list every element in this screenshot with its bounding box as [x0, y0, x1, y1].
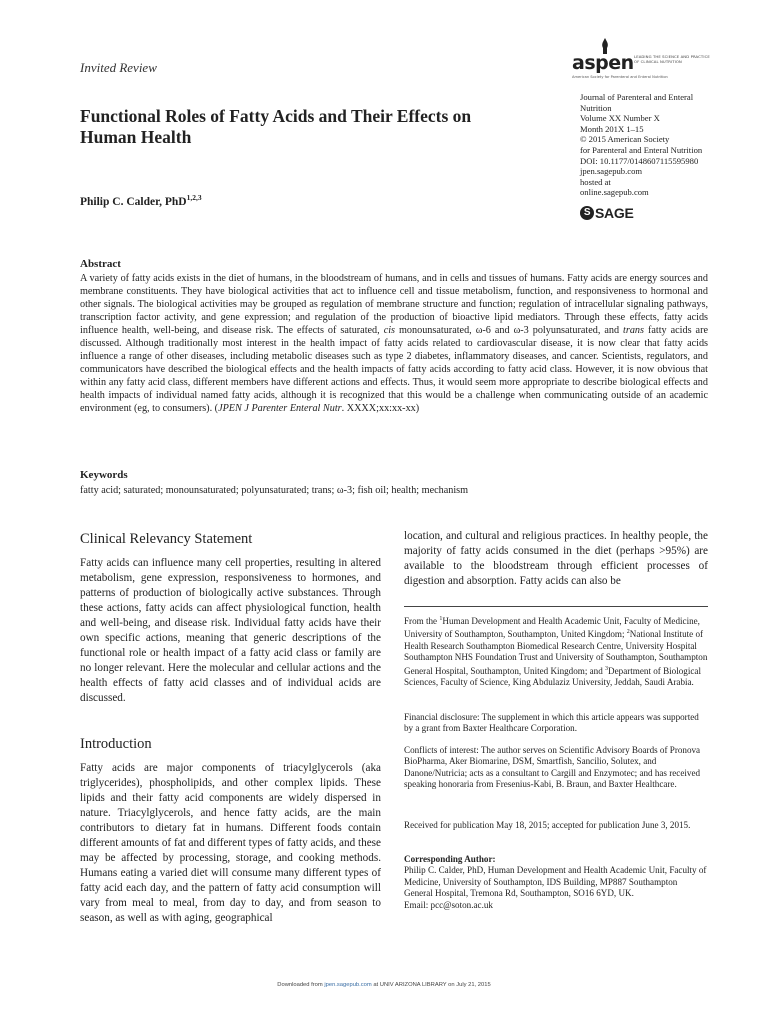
- keywords-text: fatty acid; saturated; monounsaturated; polyunsaturated; trans; ω-3; fish oil; health; mechanism: [80, 485, 469, 496]
- abstract-heading: Abstract: [80, 258, 121, 270]
- corresponding-author-label: Corresponding Author:: [404, 854, 496, 864]
- aspen-subline: American Society for Parenteral and Enteral Nutrition: [572, 75, 668, 79]
- aspen-tagline: LEADING THE SCIENCE AND PRACTICE OF CLINICAL NUTRITION: [634, 54, 710, 64]
- journal-info: [580, 92, 730, 198]
- sage-wordmark: SAGE: [595, 205, 634, 221]
- journal-info-line: Volume XX Number X: [580, 113, 660, 124]
- keywords-heading: Keywords: [80, 469, 128, 481]
- abstract-text: A variety of fatty acids exists in the diet of humans, in the bloodstream of humans, and in cells and tissues of humans. Fatty acids are energy sources and membrane constituents. They have biological activities that act to influence cell and tissue metabolism, function, and responsiveness to hormonal and other signals. The biological activities may be grouped as regulation of membrane structure and function; regulation of intracellular signaling pathways, transcription factor activity, and gene expression; and regulation of the production of bioactive lipid mediators. Through these effects, fatty acids influence health, well-being, and disease risk. The effects of saturated, cis monounsaturated, ω-6 and ω-3 polyunsaturated, and trans fatty acids are discussed. Although traditionally most interest in the health impact of fatty acids related to cardiovascular disease, it is now clear that fatty acids influence a range of other diseases, including metabolic diseases such as type 2 diabetes, inflammatory diseases, and cancer. Scientists, regulators, and communicators have described the biological effects and the health impacts of fatty acids according to fatty acid class. However, it is now obvious that within any fatty acid class, different members have different actions and effects. Thus, it would seem more appropriate to describe biological effects and health impacts of individual named fatty acids, although it is recognized that this would be a challenge when communicating outside of an academic environment (eg, to consumers). (JPEN J Parenter Enteral Nutr. XXXX;xx:xx-xx): [80, 273, 708, 414]
- hosted-url[interactable]: online.sagepub.com: [580, 187, 649, 198]
- sage-logo: [580, 205, 633, 221]
- author-name: Philip C. Calder, PhD: [80, 195, 187, 208]
- clinical-relevancy-heading: Clinical Relevancy Statement: [80, 531, 253, 547]
- received-dates: Received for publication May 18, 2015; accepted for publication June 3, 2015.: [404, 820, 691, 830]
- conflicts-of-interest: Conflicts of interest: The author serves on Scientific Advisory Boards of Pronova BioPharma, Aker Biomarine, DSM, Smartfish, Sancilio, Solutex, and Danone/Nutricia; acts as a consultant to Cargill and Enzymotec; and has received speaking honoraria from Fresenius-Kabi, B. Braun, and Baxter Healthcare.: [404, 745, 701, 790]
- introduction-heading: Introduction: [80, 736, 152, 752]
- corresponding-author-email[interactable]: Email: pcc@soton.ac.uk: [404, 899, 493, 910]
- aspen-logo: [572, 38, 712, 84]
- author-line: [80, 193, 202, 208]
- footnote-divider: [404, 606, 708, 607]
- clinical-relevancy-text: Fatty acids can influence many cell properties, resulting in altered metabolism, gene expression, responsiveness to hormones, and patterns of production of biologically active substances. Through these actions, fatty acids can affect physiological function, health and well-being, and disease risk. Individual fatty acids have their own specific actions, meaning that generic descriptions of the functional role or health impact of a fatty acid class or family are no longer relevant. Here the molecular and cellular actions and the health effects of fatty acid classes and of individual acids are discussed.: [80, 557, 381, 704]
- journal-info-line: Month 201X 1–15: [580, 123, 644, 134]
- download-link[interactable]: jpen.sagepub.com: [324, 982, 372, 988]
- author-affiliation-marks: 1,2,3: [186, 193, 202, 202]
- section-label: Invited Review: [80, 60, 157, 75]
- corresponding-author-address: Philip C. Calder, PhD, Human Development and Health Academic Unit, Faculty of Medicine, University of Southampton, IDS Building, MP887 Southampton General Hospital, Tremona Rd, Southampton, SO16 6YD, UK.: [404, 865, 707, 899]
- journal-info-line: © 2015 American Society: [580, 134, 670, 145]
- introduction-continuation: location, and cultural and religious practices. In healthy people, the majority of fatty acids consumed in the diet (perhaps >95%) are available to the bloodstream through efficient processes of digestion and absorption. Fatty acids can also be: [404, 530, 708, 587]
- introduction-text: Fatty acids are major components of triacylglycerols (aka triglycerides), phospholipids, and other complex lipids. These lipids and their fatty acid components are widely dispersed in nature. Triacylglycerols, and hence fatty acids, are the main contributors to dietary fat in humans. Different foods contain different amounts of fat and different types of fatty acids, and these may be affected by processing, storage, and cooking methods. Humans eating a varied diet will consume many different types of fatty acid each day, and the pattern of fatty acid consumption will vary from meal to meal, from day to day, and from season to season, as well as with aging, geographical: [80, 762, 381, 924]
- journal-info-line: Nutrition: [580, 102, 612, 113]
- financial-disclosure: Financial disclosure: The supplement in which this article appears was supported by a grant from Baxter Healthcare Corporation.: [404, 712, 699, 734]
- journal-info-line: Journal of Parenteral and Enteral: [580, 92, 694, 102]
- aspen-wordmark: aspen: [572, 52, 634, 74]
- journal-info-line: hosted at: [580, 176, 611, 187]
- journal-doi[interactable]: DOI: 10.1177/0148607115595980: [580, 155, 699, 166]
- journal-info-line: for Parenteral and Enteral Nutrition: [580, 144, 703, 155]
- article-title: Functional Roles of Fatty Acids and Their Effects on Human Health: [80, 106, 472, 147]
- download-footer: Downloaded from jpen.sagepub.com at UNIV ARIZONA LIBRARY on July 21, 2015: [277, 982, 491, 988]
- sage-s-icon: S: [580, 206, 594, 220]
- affiliations-footnote: From the $^1$Human Development and Health Academic Unit, Faculty of Medicine, University of Southampton, Southampton, United Kingdom; $^2$National Institute of Health Research Southampton Biomedical Research Centre, University Hospital Southampton NHS Foundation Trust and University of Southampton, Southampton General Hospital, Southampton, United Kingdom; and $^3$Department of Biological Sciences, Faculty of Science, King Abdulaziz University, Jeddah, Saudi Arabia.: [404, 616, 708, 688]
- corresponding-author: [404, 854, 708, 911]
- journal-url[interactable]: jpen.sagepub.com: [580, 166, 643, 177]
